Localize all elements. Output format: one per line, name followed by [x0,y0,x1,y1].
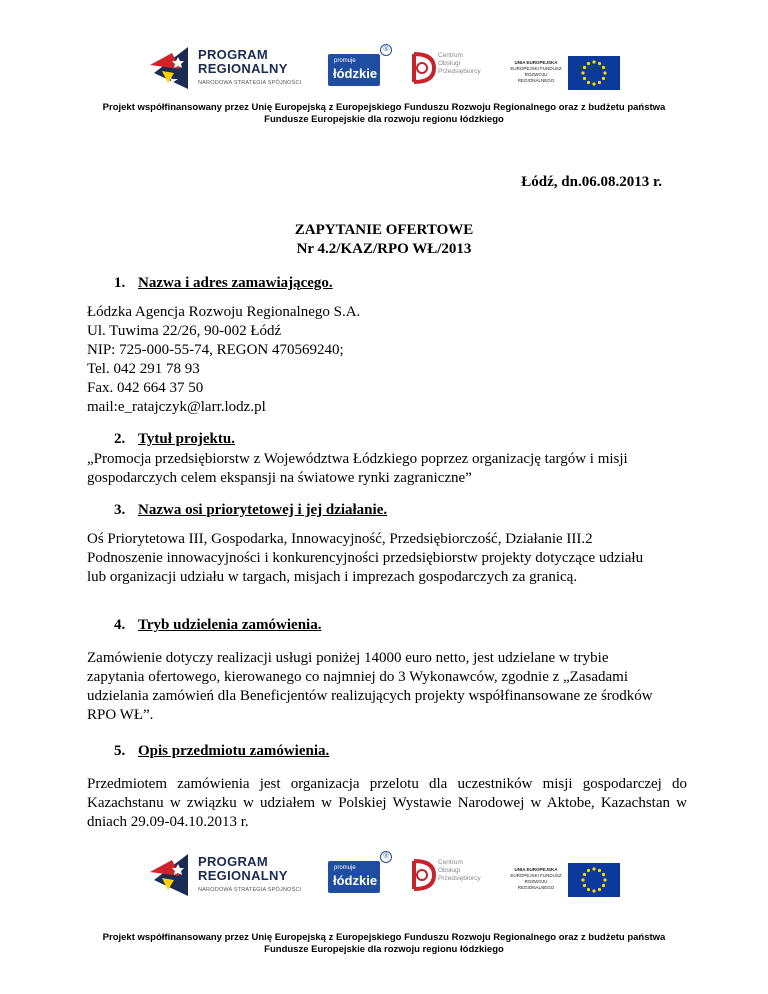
centrum-wordmark [438,52,481,76]
centrum-line1: Centrum [438,859,463,866]
eu-flag-icon [568,56,620,90]
lodzkie-big-text: łódzkie [333,66,378,81]
program-line2: REGIONALNY [198,61,288,76]
cofinancing-line2: Fundusze Europejskie dla rozwoju regionu łódzkiego [264,944,504,955]
section-4-heading [114,617,321,634]
section-4-body [87,649,687,725]
body-line: zapytania ofertowego, kierowanego co najmniej do 3 Wykonawców, zgodnie z „Zasadami [87,669,628,685]
program-subtitle: NARODOWA STRATEGIA SPÓJNOŚCI [198,80,302,86]
lodzkie-badge-box [328,861,380,893]
section-number: 2. [114,431,126,447]
registered-mark-icon: ® [380,44,392,56]
centrum-emblem-icon [408,857,436,893]
program-regionalny-wordmark [198,48,288,76]
body-line: Fax. 042 664 37 50 [87,380,204,396]
program-regionalny-emblem-icon [150,43,194,93]
centrum-line1: Centrum [438,52,463,59]
centrum-line2: Obsługi [438,867,461,874]
program-regionalny-logo [150,849,310,901]
eu-wordmark [508,60,564,84]
body-line: NIP: 725-000-55-74, REGON 470569240; [87,342,344,358]
registered-mark-icon: ® [380,851,392,863]
eu-line2: EUROPEJSKI FUNDUSZ [510,66,562,71]
section-1-heading [114,275,333,292]
eu-line1: UNIA EUROPEJSKA [514,867,558,872]
body-line: Ul. Tuwima 22/26, 90-002 Łódź [87,323,282,339]
section-3-body [87,530,687,587]
eu-flag-icon [568,863,620,897]
body-line: mail:e_ratajczyk@larr.lodz.pl [87,399,266,415]
body-paragraph: Przedmiotem zamówienia jest organizacja przelotu dla uczestników misji gospodarczej do Kazachstanu w związku w udziałem w Polskiej Wystawie Narodowej w Aktobe, Kazachstan w dniach 29.09-04.10.2013 r. [87,776,687,830]
cofinancing-line2: Fundusze Europejskie dla rozwoju regionu łódzkiego [264,114,504,125]
eu-logo [508,42,620,94]
eu-line3: ROZWOJU REGIONALNEGO [517,72,555,83]
section-number: 3. [114,502,126,518]
section-5-heading [114,743,329,760]
program-line1: PROGRAM [198,47,268,62]
section-number: 1. [114,275,126,291]
section-number: 5. [114,743,126,759]
centrum-line3: Przedsiębiorcy [438,875,481,882]
program-line1: PROGRAM [198,854,268,869]
section-title: Tryb udzielenia zamówienia. [138,617,322,633]
title-line1: ZAPYTANIE OFERTOWE [294,222,474,238]
lodzkie-small-text: promuje [334,58,356,64]
section-title: Tytuł projektu. [138,431,235,447]
promuje-lodzkie-logo [326,42,394,94]
program-subtitle: NARODOWA STRATEGIA SPÓJNOŚCI [198,887,302,893]
body-line: Tel. 042 291 78 93 [87,361,200,377]
body-line: gospodarczych celem ekspansji na światowe rynki zagraniczne” [87,470,472,486]
cofinancing-note-bottom [0,932,768,956]
centrum-line2: Obsługi [438,60,461,67]
centrum-obslugi-logo [408,42,490,94]
section-2-body [87,450,687,488]
promuje-lodzkie-logo [326,849,394,901]
program-line2: REGIONALNY [198,868,288,883]
centrum-wordmark [438,859,481,883]
lodzkie-badge-box [328,54,380,86]
lodzkie-small-text: promuje [334,865,356,871]
document-title [0,221,768,259]
lodzkie-big-text: łódzkie [333,873,378,888]
body-line: udzielania zamówień dla Beneficjentów realizujących projekty współfinansowane ze środków [87,688,653,704]
body-line: „Promocja przedsiębiorstw z Województwa Łódzkiego poprzez organizację targów i misji [87,451,628,467]
document-date: Łódź, dn.06.08.2013 r. [521,174,662,190]
header-logo-bar [150,42,630,94]
body-line: Łódzka Agencja Rozwoju Regionalnego S.A. [87,304,361,320]
eu-line3: ROZWOJU REGIONALNEGO [517,879,555,890]
section-3-heading [114,502,387,519]
cofinancing-line1: Projekt współfinansowany przez Unię Europejską z Europejskiego Funduszu Rozwoju Regionalnego oraz z budżetu państwa [102,932,666,943]
section-title: Nazwa i adres zamawiającego. [138,275,333,291]
body-line: Oś Priorytetowa III, Gospodarka, Innowacyjność, Przedsiębiorczość, Działanie III.2 [87,531,593,547]
section-5-body [87,775,687,832]
title-line2: Nr 4.2/KAZ/RPO WŁ/2013 [296,241,472,257]
body-line: Zamówienie dotyczy realizacji usługi poniżej 14000 euro netto, jest udzielane w trybie [87,650,609,666]
cofinancing-line1: Projekt współfinansowany przez Unię Europejską z Europejskiego Funduszu Rozwoju Regionalnego oraz z budżetu państwa [102,102,666,113]
section-title: Opis przedmiotu zamówienia. [138,743,330,759]
eu-line2: EUROPEJSKI FUNDUSZ [510,873,562,878]
body-line: lub organizacji udziału w targach, misjach i imprezach gospodarczych za granicą. [87,569,578,585]
eu-logo [508,849,620,901]
eu-wordmark [508,867,564,891]
section-title: Nazwa osi priorytetowej i jej działanie. [138,502,388,518]
section-1-body [87,303,687,417]
section-number: 4. [114,617,126,633]
footer-logo-bar [150,849,630,901]
centrum-emblem-icon [408,50,436,86]
program-regionalny-wordmark [198,855,288,883]
body-line: RPO WŁ”. [87,707,154,723]
eu-line1: UNIA EUROPEJSKA [514,60,558,65]
centrum-line3: Przedsiębiorcy [438,68,481,75]
body-line: Podnoszenie innowacyjności i konkurencyjności przedsiębiorstw projekty dotyczące udziału [87,550,644,566]
program-regionalny-logo [150,42,310,94]
centrum-obslugi-logo [408,849,490,901]
section-2-heading [114,431,235,448]
program-regionalny-emblem-icon [150,850,194,900]
cofinancing-note-top [0,102,768,126]
